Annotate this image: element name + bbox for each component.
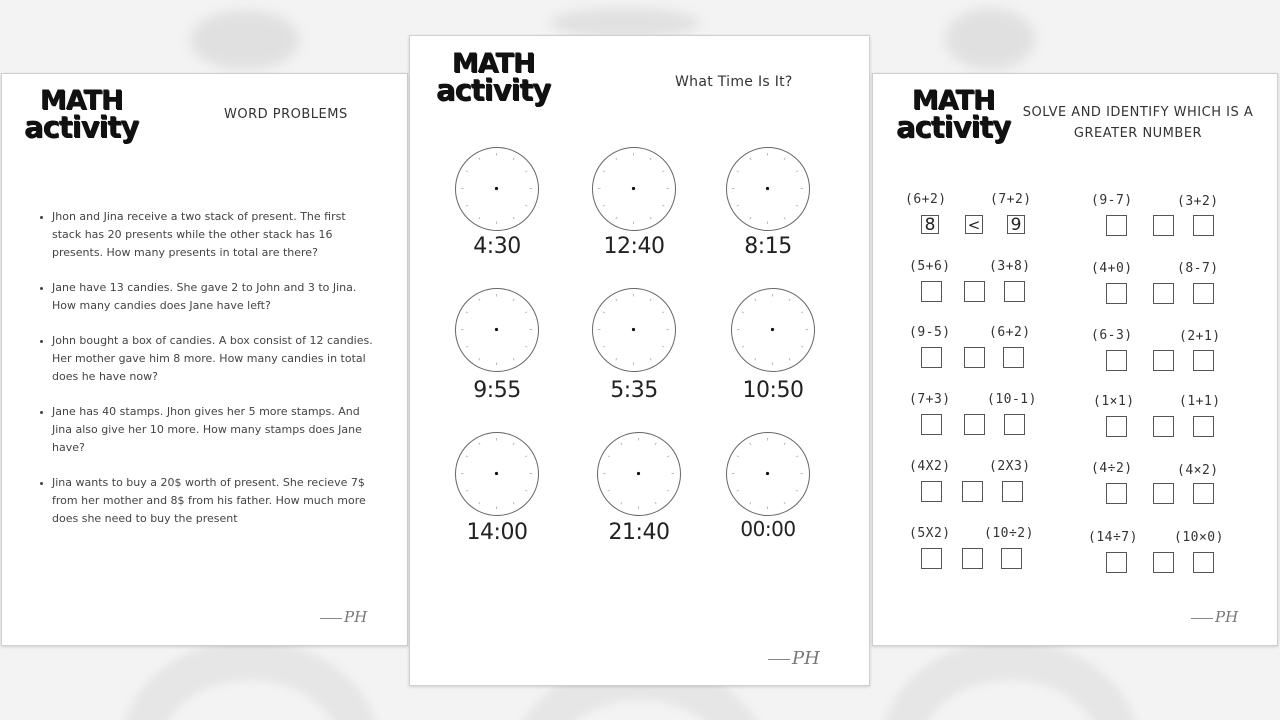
word-problem: Jane have 13 candies. She gave 2 to John and 3 to Jina. How many candies does Jane have left? <box>38 279 378 315</box>
right-expression: (3+8) <box>989 259 1031 274</box>
blank-clock-icon <box>592 147 676 231</box>
clock-item <box>452 288 542 403</box>
answer-box-left[interactable] <box>1106 283 1127 304</box>
left-expression: (4+0) <box>1091 261 1133 276</box>
comparison-exercise <box>909 459 1039 509</box>
comparison-exercise <box>905 192 1035 242</box>
left-expression: (6+2) <box>905 192 947 207</box>
clock-item <box>723 147 813 259</box>
signature-stroke <box>1191 618 1213 619</box>
answer-box-left[interactable] <box>1106 215 1127 236</box>
right-expression: (2+1) <box>1179 329 1221 344</box>
blank-clock-icon <box>455 147 539 231</box>
clock-item <box>452 147 542 259</box>
comparison-exercise <box>1091 328 1221 378</box>
comparison-sign-box[interactable] <box>1153 416 1174 437</box>
left-expression: (9-7) <box>1091 193 1133 208</box>
clock-time-label: 9:55 <box>473 378 521 403</box>
word-problem: Jina wants to buy a 20$ worth of present. She recieve 7$ from her mother and 8$ from his father. How much more does she need to buy the present <box>38 474 378 528</box>
right-expression: (10-1) <box>987 392 1037 407</box>
comparison-sign-box[interactable] <box>964 347 985 368</box>
clock-item <box>594 432 684 545</box>
right-expression: (3+2) <box>1177 194 1219 209</box>
word-problem: John bought a box of candies. A box consist of 12 candies. Her mother gave him 8 more. How many candies in total does he have now? <box>38 332 378 386</box>
background-blur-shape <box>550 8 700 38</box>
word-problem-list <box>38 208 378 545</box>
logo-line-2: activity <box>24 109 139 144</box>
answer-box-right[interactable] <box>1193 350 1214 371</box>
answer-box-right[interactable] <box>1004 281 1025 302</box>
answer-box-left[interactable] <box>1106 350 1127 371</box>
comparison-exercise <box>1091 394 1221 444</box>
clock-item <box>728 288 818 403</box>
left-expression: (9-5) <box>909 325 951 340</box>
comparison-exercise <box>909 325 1039 375</box>
comparison-exercise <box>909 526 1039 576</box>
left-expression: (6-3) <box>1091 328 1133 343</box>
word-problem: Jhon and Jina receive a two stack of present. The first stack has 20 presents while the other stack has 16 presents. How many presents in total are there? <box>38 208 378 262</box>
clock-time-label: 21:40 <box>608 520 670 545</box>
comparison-sign-box[interactable] <box>962 481 983 502</box>
answer-box-right[interactable] <box>1193 416 1214 437</box>
logo-line-2: activity <box>436 72 551 107</box>
answer-box-left[interactable] <box>921 548 942 569</box>
right-expression: (1+1) <box>1179 394 1221 409</box>
left-expression: (4X2) <box>909 459 951 474</box>
logo-line-2: activity <box>896 109 1011 144</box>
worksheet-greater-number <box>872 73 1278 646</box>
signature-stroke <box>320 618 342 619</box>
logo-line-1: MATH <box>911 85 995 116</box>
left-expression: (5X2) <box>909 526 951 541</box>
clock-item <box>452 432 542 545</box>
right-expression: (10×0) <box>1174 530 1224 545</box>
logo-line-1: MATH <box>39 85 123 116</box>
answer-box-left[interactable] <box>1106 416 1127 437</box>
background-blur-ring <box>120 640 380 720</box>
answer-box-right[interactable] <box>1193 215 1214 236</box>
answer-box-right[interactable] <box>1003 347 1024 368</box>
comparison-sign-box[interactable] <box>1153 552 1174 573</box>
answer-box-right[interactable] <box>1193 552 1214 573</box>
comparison-sign-box[interactable] <box>1153 350 1174 371</box>
comparison-exercise <box>1091 261 1221 311</box>
math-activity-logo <box>24 85 139 144</box>
right-expression: (7+2) <box>990 192 1032 207</box>
right-expression: (8-7) <box>1177 261 1219 276</box>
clock-time-label: 8:15 <box>744 234 792 259</box>
right-expression: (6+2) <box>989 325 1031 340</box>
comparison-exercise <box>1091 193 1221 243</box>
worksheet-what-time <box>409 35 870 686</box>
comparison-sign-box[interactable] <box>962 548 983 569</box>
blank-clock-icon <box>597 432 681 516</box>
author-signature: PH <box>1191 608 1238 626</box>
answer-box-right[interactable] <box>1002 481 1023 502</box>
left-expression: (7+3) <box>909 392 951 407</box>
clock-grid <box>410 36 869 685</box>
clock-time-label: 00:00 <box>740 517 796 541</box>
clock-time-label: 12:40 <box>603 234 665 259</box>
answer-box-right[interactable] <box>1193 483 1214 504</box>
answer-box-right[interactable] <box>1001 548 1022 569</box>
comparison-sign-box[interactable] <box>1153 283 1174 304</box>
blank-clock-icon <box>592 288 676 372</box>
right-expression: (10÷2) <box>984 526 1034 541</box>
answer-box-left[interactable] <box>921 281 942 302</box>
answer-box-left[interactable] <box>921 414 942 435</box>
answer-box-right[interactable]: 9 <box>1007 215 1025 234</box>
comparison-sign-box[interactable] <box>1153 483 1174 504</box>
clock-item <box>723 432 813 541</box>
left-expression: (14÷7) <box>1088 530 1138 545</box>
left-expression: (5+6) <box>909 259 951 274</box>
clock-time-label: 4:30 <box>473 234 521 259</box>
worksheet-title: What Time Is It? <box>675 74 793 90</box>
clock-item <box>589 288 679 403</box>
left-expression: (4÷2) <box>1091 461 1133 476</box>
left-expression: (1×1) <box>1093 394 1135 409</box>
answer-box-left[interactable] <box>921 347 942 368</box>
comparison-exercise <box>1088 530 1224 580</box>
blank-clock-icon <box>726 432 810 516</box>
comparison-sign-box[interactable] <box>964 414 985 435</box>
answer-box-left[interactable] <box>1106 552 1127 573</box>
blank-clock-icon <box>455 432 539 516</box>
blank-clock-icon <box>455 288 539 372</box>
blank-clock-icon <box>731 288 815 372</box>
author-signature: PH <box>320 608 367 626</box>
clock-time-label: 10:50 <box>742 378 804 403</box>
background-blur-ring <box>880 640 1140 720</box>
author-signature: PH <box>768 648 820 669</box>
comparison-sign-box[interactable] <box>964 281 985 302</box>
comparison-sign-box[interactable] <box>1153 215 1174 236</box>
answer-box-left[interactable] <box>921 481 942 502</box>
worksheet-word-problems <box>1 73 408 646</box>
clock-item <box>589 147 679 259</box>
clock-time-label: 5:35 <box>610 378 658 403</box>
comparison-sign-box[interactable]: < <box>965 215 983 234</box>
answer-box-right[interactable] <box>1193 283 1214 304</box>
background-blur-shape <box>945 8 1035 70</box>
right-expression: (2X3) <box>989 459 1031 474</box>
word-problem: Jane has 40 stamps. Jhon gives her 5 more stamps. And Jina also give her 10 more. How many stamps does Jane have? <box>38 403 378 457</box>
signature-stroke <box>768 659 790 660</box>
comparison-exercise <box>909 259 1039 309</box>
comparison-exercise <box>909 392 1039 442</box>
clock-time-label: 14:00 <box>466 520 528 545</box>
worksheet-title: SOLVE AND IDENTIFY WHICH IS A GREATER NUMBER <box>1022 105 1254 141</box>
answer-box-left[interactable]: 8 <box>921 215 939 234</box>
comparison-exercise <box>1091 461 1221 511</box>
logo-line-1: MATH <box>451 48 535 79</box>
answer-box-left[interactable] <box>1106 483 1127 504</box>
math-activity-logo <box>896 85 1011 144</box>
blank-clock-icon <box>726 147 810 231</box>
background-blur-shape <box>190 10 300 70</box>
answer-box-right[interactable] <box>1004 414 1025 435</box>
right-expression: (4×2) <box>1177 463 1219 478</box>
worksheet-title: WORD PROBLEMS <box>224 107 348 122</box>
